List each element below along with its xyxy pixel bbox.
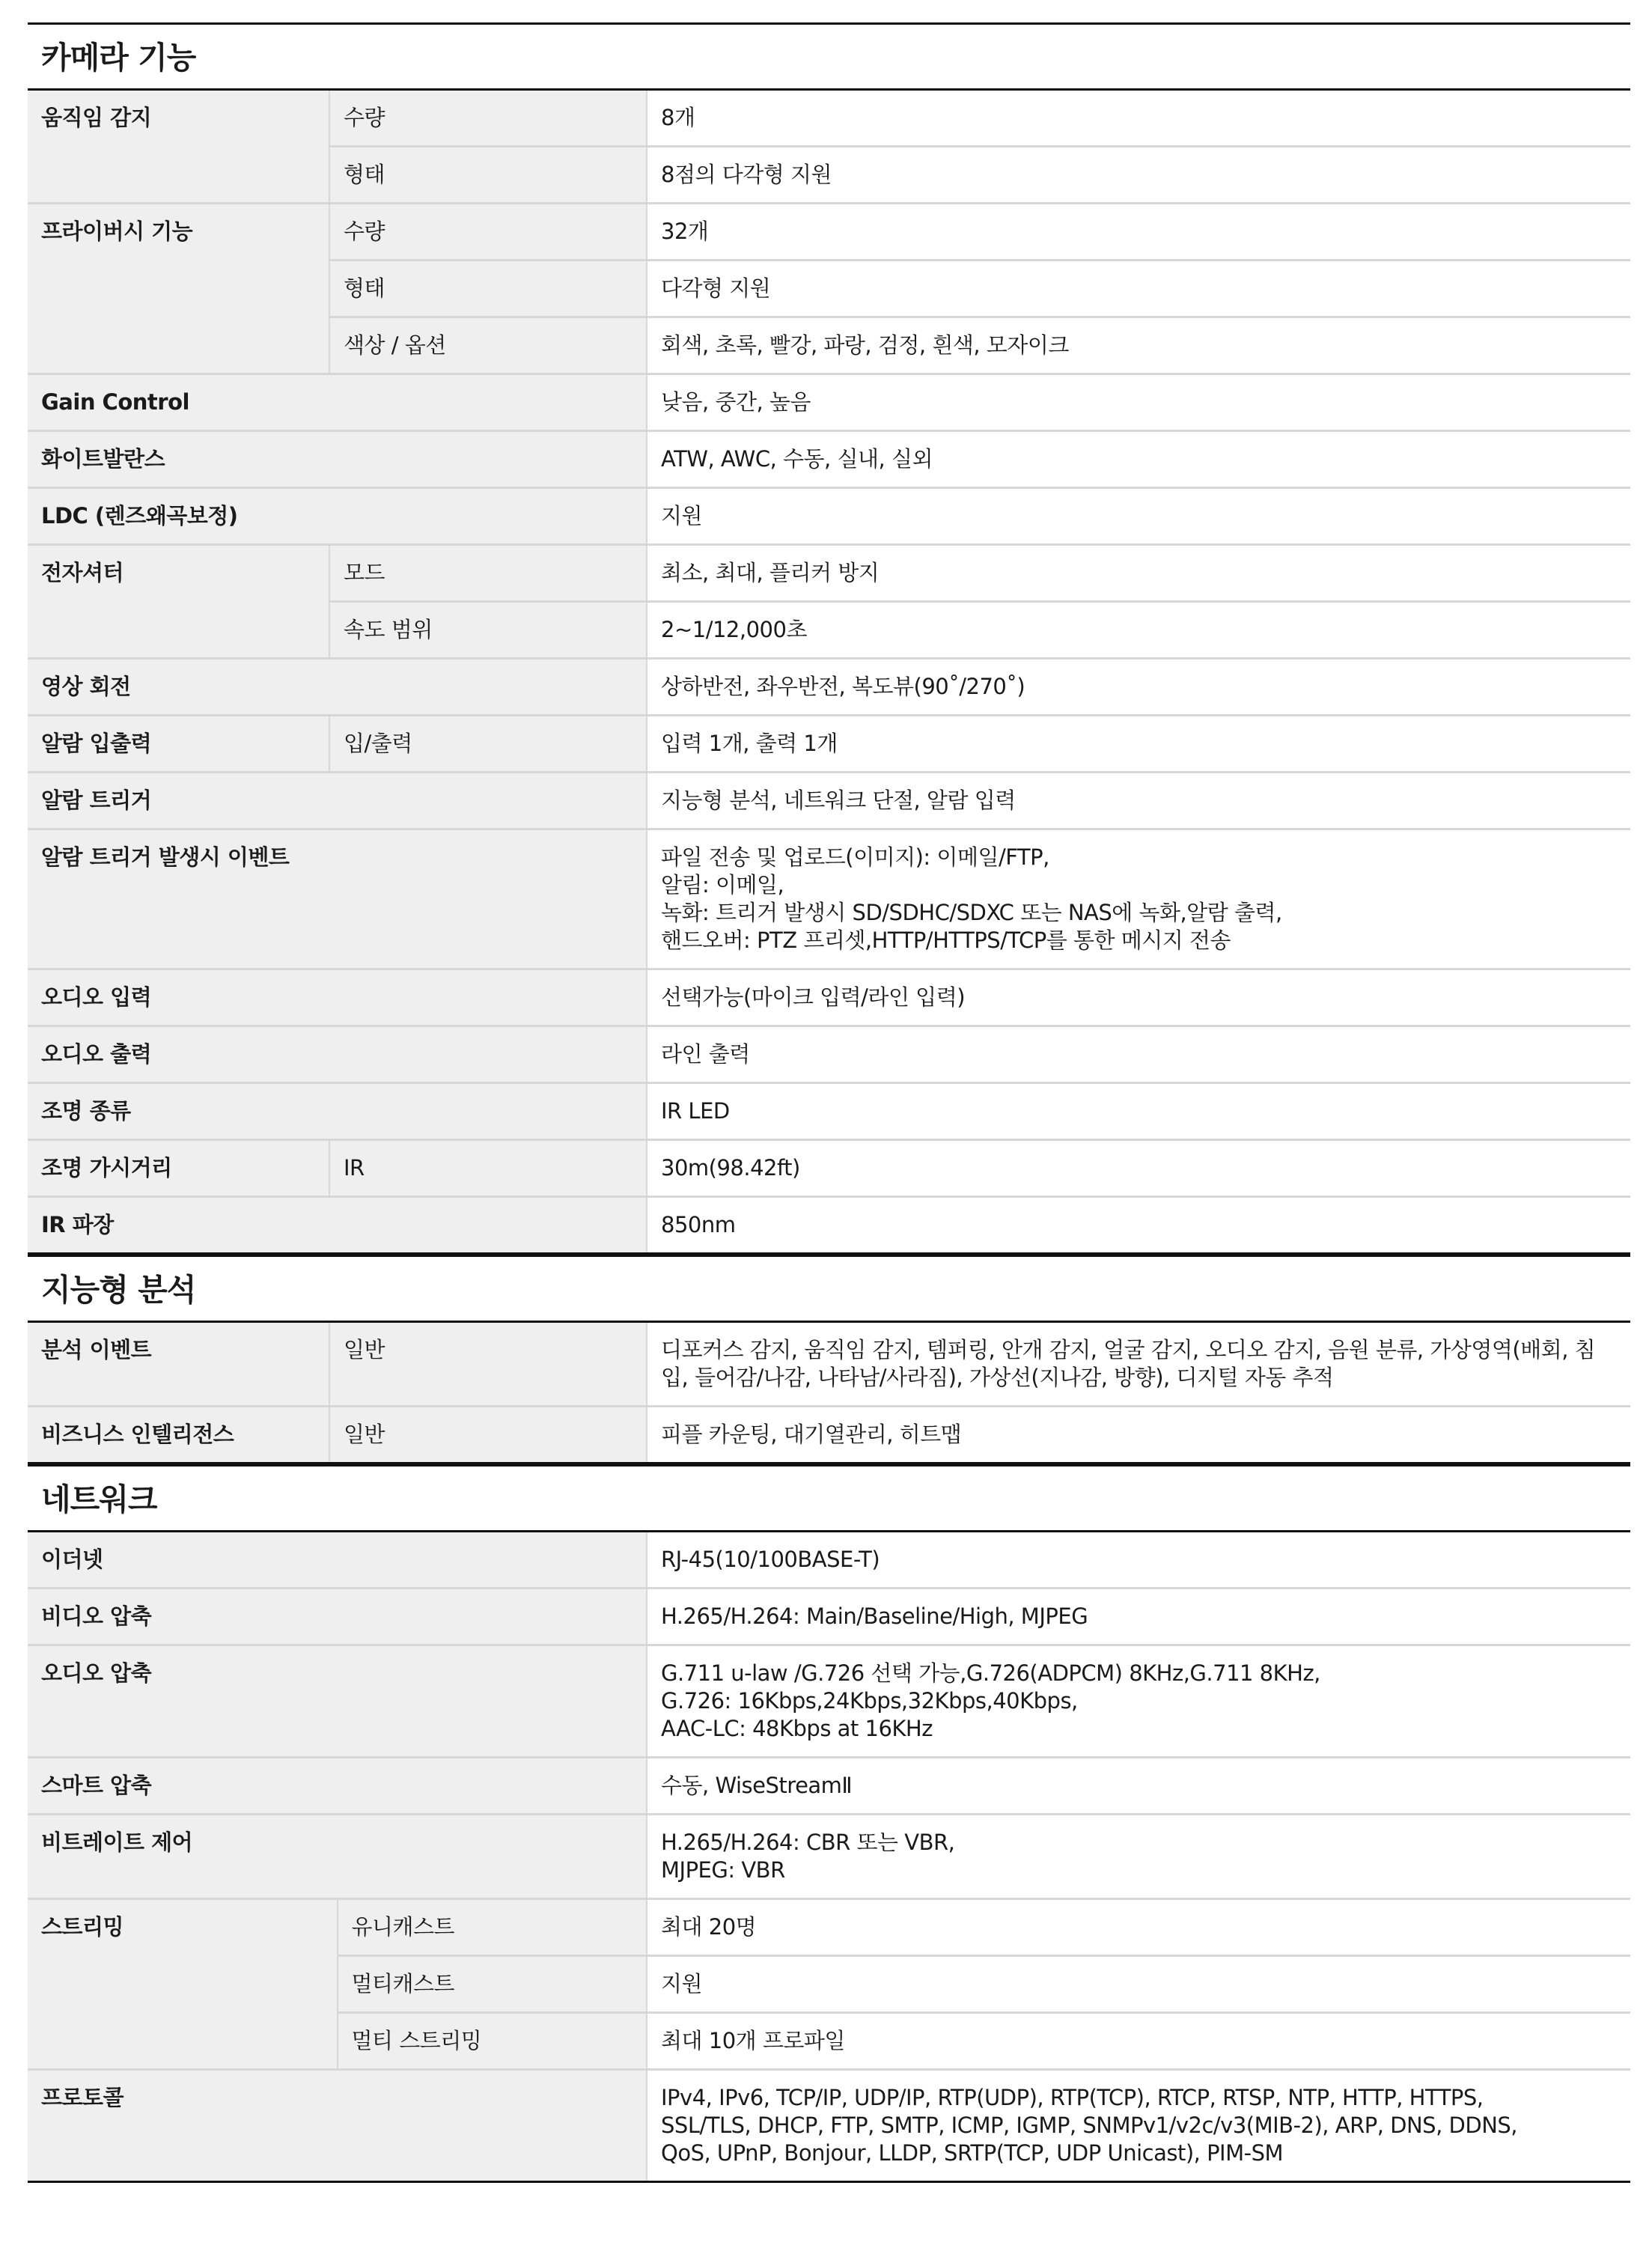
spec-category: 알람 입출력 — [28, 716, 329, 773]
spec-value: IPv4, IPv6, TCP/IP, UDP/IP, RTP(UDP), RTP(TCP), RTCP, RTSP, NTP, HTTP, HTTPS, SSL/TLS, DHCP, FTP, SMTP, ICMP, IGMP, SNMPv1/v2c/v3(MIB-2), ARP, DNS, DDNS, QoS, UPnP, Bonjour, LLDP, SRTP(TCP, UDP Unicast), PIM-SM — [647, 2070, 1630, 2182]
spec-row — [28, 1140, 1630, 1197]
spec-subcategory: IR — [329, 1140, 647, 1197]
spec-table — [28, 91, 1630, 1255]
spec-row — [28, 659, 1630, 716]
spec-subcategory: 속도 범위 — [329, 602, 647, 659]
spec-value: IR LED — [647, 1083, 1630, 1140]
spec-value: 2~1/12,000초 — [647, 602, 1630, 659]
spec-category: 스마트 압축 — [28, 1758, 647, 1815]
spec-category: 영상 회전 — [28, 659, 647, 716]
spec-row — [28, 91, 1630, 147]
spec-row — [28, 1815, 1630, 1899]
spec-subcategory: 형태 — [329, 261, 647, 317]
spec-row — [28, 1758, 1630, 1815]
spec-category: 알람 트리거 발생시 이벤트 — [28, 829, 647, 969]
section-title: 네트워크 — [28, 1466, 1630, 1532]
spec-value: G.711 u-law /G.726 선택 가능,G.726(ADPCM) 8KHz,G.711 8KHz, G.726: 16Kbps,24Kbps,32Kbps,40Kbps, AAC-LC: 48Kbps at 16KHz — [647, 1645, 1630, 1758]
spec-category: Gain Control — [28, 374, 647, 431]
spec-category: 프로토콜 — [28, 2070, 647, 2182]
spec-category: IR 파장 — [28, 1197, 647, 1254]
spec-value: 디포커스 감지, 움직임 감지, 템퍼링, 안개 감지, 얼굴 감지, 오디오 감지, 음원 분류, 가상영역(배회, 침 입, 들어감/나감, 나타남/사라짐), 가상선(지나감, 방향), 디지털 자동 추적 — [647, 1323, 1630, 1407]
spec-row — [28, 1645, 1630, 1758]
spec-value: 피플 카운팅, 대기열관리, 히트맵 — [647, 1407, 1630, 1464]
spec-table — [28, 1532, 1630, 2183]
spec-section — [28, 22, 1630, 1255]
spec-category: 프라이버시 기능 — [28, 204, 329, 374]
spec-value: 입력 1개, 출력 1개 — [647, 716, 1630, 773]
spec-value: 지원 — [647, 1956, 1630, 2013]
spec-category: 비디오 압축 — [28, 1589, 647, 1645]
spec-subcategory: 수량 — [329, 204, 647, 261]
spec-subcategory: 형태 — [329, 147, 647, 204]
spec-value: 850nm — [647, 1197, 1630, 1254]
spec-value: 8점의 다각형 지원 — [647, 147, 1630, 204]
spec-sheet — [28, 22, 1630, 2183]
spec-row — [28, 1407, 1630, 1464]
spec-value: 지능형 분석, 네트워크 단절, 알람 입력 — [647, 773, 1630, 829]
spec-value: 라인 출력 — [647, 1026, 1630, 1083]
spec-row — [28, 1083, 1630, 1140]
spec-value: 8개 — [647, 91, 1630, 147]
spec-category: 이더넷 — [28, 1532, 647, 1589]
spec-category: 오디오 출력 — [28, 1026, 647, 1083]
section-title: 카메라 기능 — [28, 25, 1630, 91]
spec-section — [28, 1255, 1630, 1464]
spec-row — [28, 1899, 1630, 1956]
spec-row — [28, 488, 1630, 545]
spec-row — [28, 2070, 1630, 2182]
spec-subcategory: 일반 — [329, 1323, 647, 1407]
spec-value: 회색, 초록, 빨강, 파랑, 검정, 흰색, 모자이크 — [647, 317, 1630, 374]
spec-subcategory: 수량 — [329, 91, 647, 147]
spec-category: 조명 가시거리 — [28, 1140, 329, 1197]
spec-category: 전자셔터 — [28, 545, 329, 659]
spec-value: ATW, AWC, 수동, 실내, 실외 — [647, 431, 1630, 488]
spec-subcategory: 유니캐스트 — [338, 1899, 647, 1956]
spec-subcategory: 멀티캐스트 — [338, 1956, 647, 2013]
spec-subcategory: 일반 — [329, 1407, 647, 1464]
spec-row — [28, 1532, 1630, 1589]
spec-value: 수동, WiseStreamⅡ — [647, 1758, 1630, 1815]
spec-row — [28, 969, 1630, 1026]
spec-category: 비트레이트 제어 — [28, 1815, 647, 1899]
spec-row — [28, 829, 1630, 969]
spec-subcategory: 멀티 스트리밍 — [338, 2013, 647, 2070]
spec-category: 조명 종류 — [28, 1083, 647, 1140]
spec-subcategory: 입/출력 — [329, 716, 647, 773]
spec-row — [28, 374, 1630, 431]
spec-category: 비즈니스 인텔리전스 — [28, 1407, 329, 1464]
spec-subcategory: 색상 / 옵션 — [329, 317, 647, 374]
spec-category: 움직임 감지 — [28, 91, 329, 204]
spec-row — [28, 1323, 1630, 1407]
spec-value: 32개 — [647, 204, 1630, 261]
spec-table — [28, 1323, 1630, 1464]
spec-row — [28, 1589, 1630, 1645]
spec-value: 다각형 지원 — [647, 261, 1630, 317]
spec-value: 최대 20명 — [647, 1899, 1630, 1956]
spec-value: 상하반전, 좌우반전, 복도뷰(90˚/270˚) — [647, 659, 1630, 716]
spec-value: H.265/H.264: Main/Baseline/High, MJPEG — [647, 1589, 1630, 1645]
spec-value: 최소, 최대, 플리커 방지 — [647, 545, 1630, 602]
spec-value: H.265/H.264: CBR 또는 VBR, MJPEG: VBR — [647, 1815, 1630, 1899]
spec-row — [28, 204, 1630, 261]
spec-category: 분석 이벤트 — [28, 1323, 329, 1407]
spec-value: 최대 10개 프로파일 — [647, 2013, 1630, 2070]
spec-value: 지원 — [647, 488, 1630, 545]
spec-value: 파일 전송 및 업로드(이미지): 이메일/FTP, 알림: 이메일, 녹화: 트리거 발생시 SD/SDHC/SDXC 또는 NAS에 녹화,알람 출력, 핸드오버: PTZ 프리셋,HTTP/HTTPS/TCP를 통한 메시지 전송 — [647, 829, 1630, 969]
spec-category: 알람 트리거 — [28, 773, 647, 829]
spec-value: 선택가능(마이크 입력/라인 입력) — [647, 969, 1630, 1026]
spec-subcategory: 모드 — [329, 545, 647, 602]
spec-category: 화이트발란스 — [28, 431, 647, 488]
spec-row — [28, 545, 1630, 602]
spec-value: 30m(98.42ft) — [647, 1140, 1630, 1197]
spec-category: 오디오 입력 — [28, 969, 647, 1026]
spec-section — [28, 1464, 1630, 2183]
spec-category: LDC (렌즈왜곡보정) — [28, 488, 647, 545]
spec-row — [28, 773, 1630, 829]
spec-value: 낮음, 중간, 높음 — [647, 374, 1630, 431]
spec-row — [28, 431, 1630, 488]
spec-category: 오디오 압축 — [28, 1645, 647, 1758]
spec-value: RJ-45(10/100BASE-T) — [647, 1532, 1630, 1589]
spec-row — [28, 1026, 1630, 1083]
spec-category: 스트리밍 — [28, 1899, 338, 2070]
spec-row — [28, 716, 1630, 773]
section-title: 지능형 분석 — [28, 1257, 1630, 1323]
spec-row — [28, 1197, 1630, 1254]
